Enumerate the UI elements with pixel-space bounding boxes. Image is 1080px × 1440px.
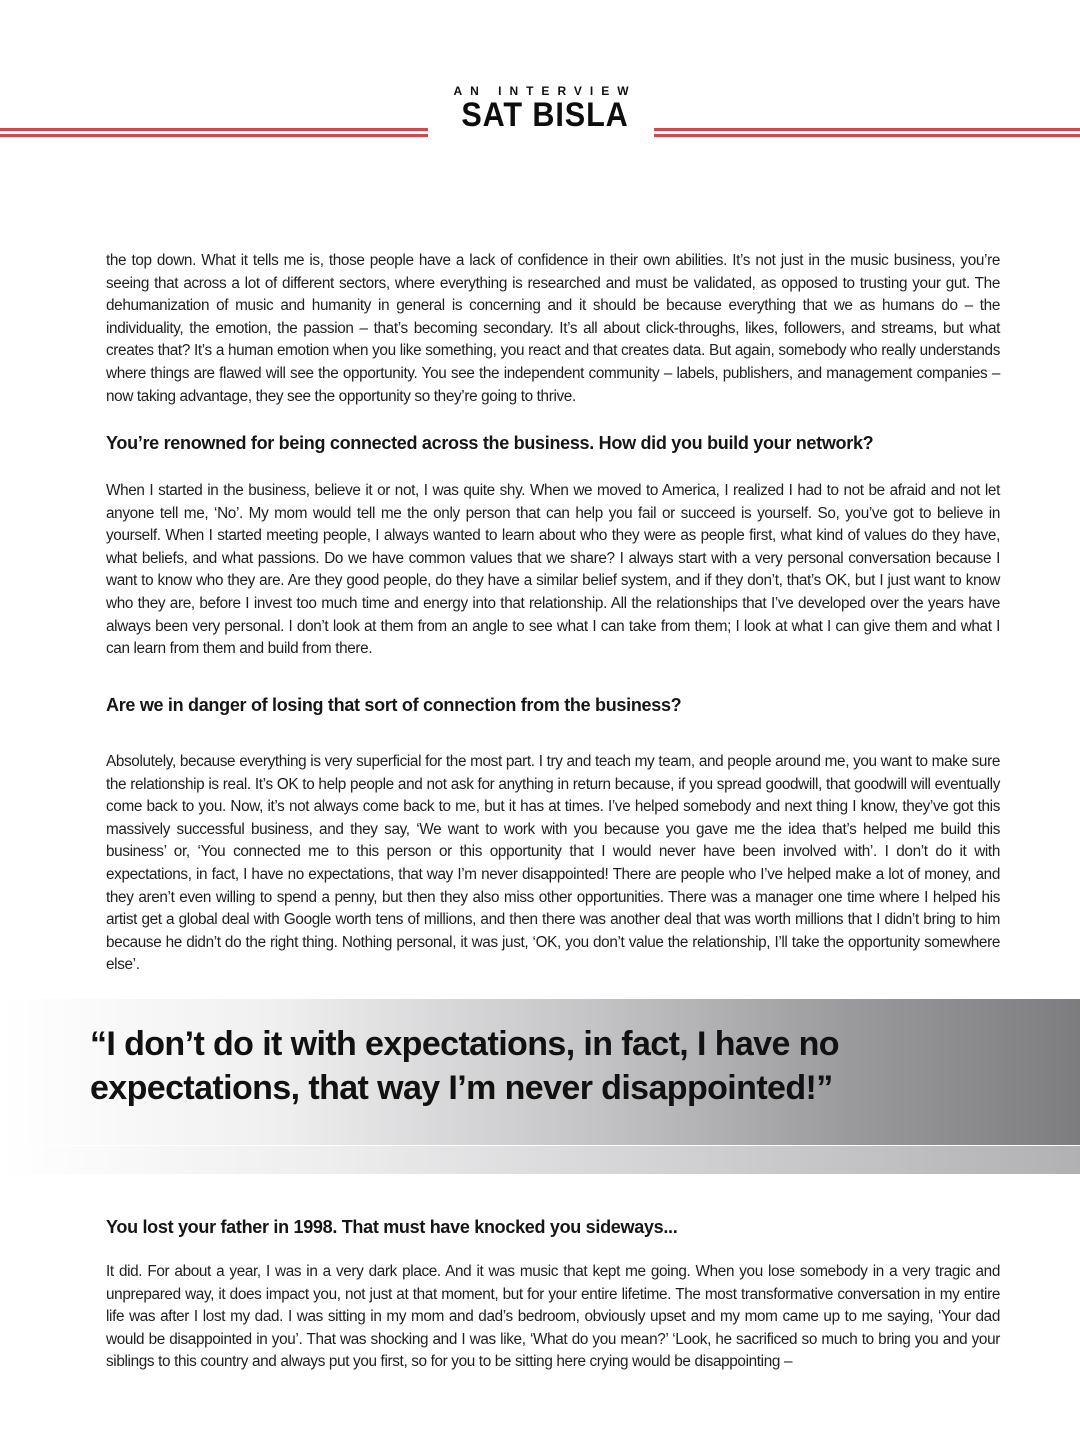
header-rule-left: [0, 128, 428, 138]
question-heading-2: Are we in danger of losing that sort of connection from the business?: [106, 695, 682, 715]
body-paragraph-3: Absolutely, because everything is very superficial for the most part. I try and teach my team, and people around me, you want to make sure the relationship is real. It’s OK to help people and not ask for anything in return because, if you spread goodwill, that goodwill will eventually come back to you. Now, it’s not always come back to me, but it has at times. I’ve helped somebody and next thing I know, they’ve got this massively successful business, and they say, ‘We want to work with you because you gave me the idea that’s helped me build this business’ or, ‘You connected me to this person or this opportunity that I would never have been involved with’. I don’t do it with expectations, in fact, I have no expectations, that way I’m never disappointed! There are people who I’ve helped make a lot of money, and they aren’t even willing to spend a penny, but then they also miss other opportunities. There was a manager one time where I helped his artist get a global deal with Google worth tens of millions, and then there was another deal that was worth millions that I didn’t bring to him because he didn’t do the right thing. Nothing personal, it was just, ‘OK, you don’t value the relationship, I’ll take the opportunity somewhere else’.: [106, 753, 1000, 974]
pull-quote: “I don’t do it with expectations, in fact, I have no expectations, that way I’m never disappointed!”: [90, 1025, 839, 1107]
body-paragraph-2: When I started in the business, believe it or not, I was quite shy. When we moved to America, I realized I had to not be afraid and not let anyone tell me, ‘No’. My mom would tell me the only person that can help you fail or succeed is yourself. So, you’ve got to believe in yourself. When I started meeting people, I always wanted to learn about who they were as people first, what kind of values do they have, what beliefs, and what passions. Do we have common values that we share? I always start with a very personal conversation because I want to know who they are. Are they good people, do they have a similar belief system, and if they don’t, that’s OK, but I just want to know who they are, before I invest too much time and energy into that relationship. All the relationships that I’ve developed over the years have always been very personal. I don’t look at them from an angle to see what I can take from them; I look at what I can give them and what I can learn from them and build from there.: [106, 482, 1000, 658]
header-title: SAT BISLA: [461, 96, 629, 134]
question-heading-1: You’re renowned for being connected across the business. How did you build your network?: [106, 433, 874, 453]
page-header: [0, 84, 1080, 144]
header-kicker: AN INTERVIEW: [453, 84, 637, 98]
body-paragraph-1: the top down. What it tells me is, those people have a lack of confidence in their own abilities. It’s not just in the music business, you’re seeing that across a lot of different sectors, where everything is researched and must be validated, as opposed to trusting your gut. The dehumanization of music and humanity in general is concerning and it should be because everything that we as humans do – the individuality, the emotion, the passion – that’s becoming secondary. It’s all about click-throughs, likes, followers, and streams, but what creates that? It’s a human emotion when you like something, you react and that creates data. But again, somebody who really understands where things are flawed will see the opportunity. You see the independent community – labels, publishers, and management companies – now taking advantage, they see the opportunity so they’re going to thrive.: [106, 252, 1000, 405]
pull-quote-strip: [0, 1146, 1080, 1174]
body-paragraph-4: It did. For about a year, I was in a very dark place. And it was music that kept me going. When you lose somebody in a very tragic and unprepared way, it does impact you, not just at that moment, but for your entire lifetime. The most transformative conversation in my entire life was after I lost my dad. I was sitting in my mom and dad’s bedroom, obviously upset and my mom came up to me saying, ‘Your dad would be disappointed in you’. That was shocking and I was like, ‘What do you mean?’ ‘Look, he sacrificed so much to bring you and your siblings to this country and always put you first, so for you to be sitting here crying would be disappointing –: [106, 1263, 1000, 1371]
header-rule-right: [654, 128, 1080, 138]
question-heading-3: You lost your father in 1998. That must have knocked you sideways...: [106, 1217, 678, 1237]
